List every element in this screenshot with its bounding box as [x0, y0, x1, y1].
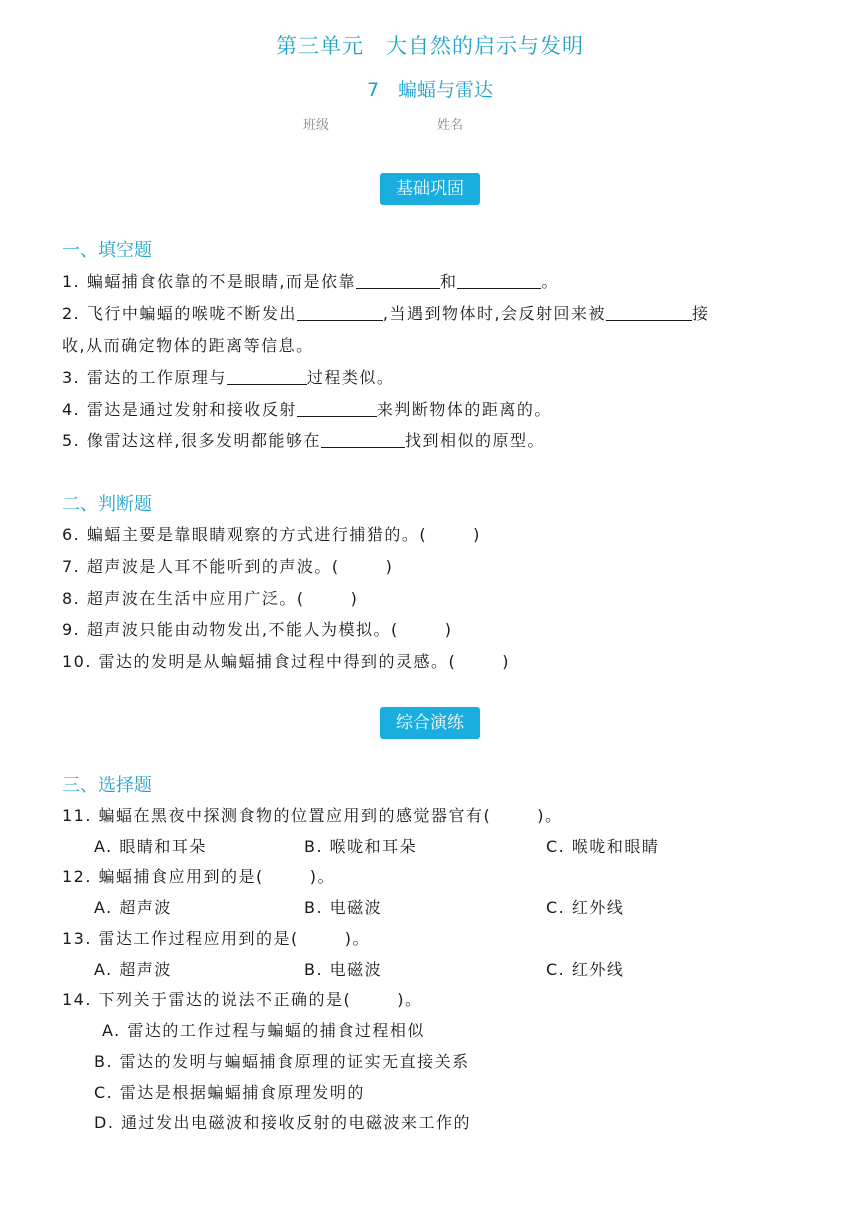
section-heading-choice: 三、选择题	[62, 775, 152, 796]
option-c[interactable]: C. 喉咙和眼睛	[546, 837, 660, 856]
answer-blank[interactable]	[356, 272, 440, 289]
name-label: 姓名	[437, 118, 464, 133]
lesson-title: 7 蝙蝠与雷达	[366, 79, 494, 101]
option-a[interactable]: A. 超声波	[94, 898, 172, 917]
option-a[interactable]: A. 超声波	[94, 960, 172, 979]
question-9: 9. 超声波只能由动物发出,不能人为模拟。( )	[62, 620, 453, 639]
question-5: 5. 像雷达这样,很多发明都能够在 找到相似的原型。	[62, 431, 545, 450]
question-8: 8. 超声波在生活中应用广泛。( )	[62, 589, 359, 608]
option-c[interactable]: C. 雷达是根据蝙蝠捕食原理发明的	[94, 1083, 365, 1102]
question-7: 7. 超声波是人耳不能听到的声波。( )	[62, 557, 394, 576]
option-a[interactable]: A. 雷达的工作过程与蝙蝠的捕食过程相似	[102, 1021, 425, 1040]
option-a[interactable]: A. 眼睛和耳朵	[94, 837, 207, 856]
option-c[interactable]: C. 红外线	[546, 898, 625, 917]
answer-blank[interactable]	[321, 431, 405, 448]
question-13: 13. 雷达工作过程应用到的是( )。	[62, 929, 371, 948]
section-heading-fill: 一、填空题	[62, 240, 152, 261]
option-b[interactable]: B. 喉咙和耳朵	[304, 837, 418, 856]
question-10: 10. 雷达的发明是从蝙蝠捕食过程中得到的灵感。( )	[62, 652, 511, 671]
answer-blank[interactable]	[227, 368, 307, 385]
question-3: 3. 雷达的工作原理与 过程类似。	[62, 368, 395, 387]
section-heading-judge: 二、判断题	[62, 494, 152, 515]
option-b[interactable]: B. 电磁波	[304, 898, 383, 917]
option-b[interactable]: B. 雷达的发明与蝙蝠捕食原理的证实无直接关系	[94, 1052, 470, 1071]
question-12: 12. 蝙蝠捕食应用到的是( )。	[62, 867, 336, 886]
question-2-cont: 收,从而确定物体的距离等信息。	[62, 336, 314, 355]
answer-blank[interactable]	[297, 304, 383, 321]
question-2: 2. 飞行中蝙蝠的喉咙不断发出 ,当遇到物体时,会反射回来被 接	[62, 304, 710, 323]
option-c[interactable]: C. 红外线	[546, 960, 625, 979]
unit-title: 第三单元 大自然的启示与发明	[276, 34, 584, 58]
question-4: 4. 雷达是通过发射和接收反射 来判断物体的距离的。	[62, 400, 552, 419]
question-1: 1. 蝙蝠捕食依靠的不是眼睛,而是依靠 和 。	[62, 272, 559, 291]
section-badge-basic: 基础巩固	[380, 173, 480, 205]
question-14: 14. 下列关于雷达的说法不正确的是( )。	[62, 990, 423, 1009]
answer-blank[interactable]	[457, 272, 541, 289]
option-d[interactable]: D. 通过发出电磁波和接收反射的电磁波来工作的	[94, 1113, 471, 1132]
answer-blank[interactable]	[297, 400, 377, 417]
question-6: 6. 蝙蝠主要是靠眼睛观察的方式进行捕猎的。( )	[62, 525, 481, 544]
answer-blank[interactable]	[606, 304, 692, 321]
section-badge-comprehensive: 综合演练	[380, 707, 480, 739]
question-11: 11. 蝙蝠在黑夜中探测食物的位置应用到的感觉器官有( )。	[62, 806, 563, 825]
class-label: 班级	[303, 118, 330, 133]
option-b[interactable]: B. 电磁波	[304, 960, 383, 979]
